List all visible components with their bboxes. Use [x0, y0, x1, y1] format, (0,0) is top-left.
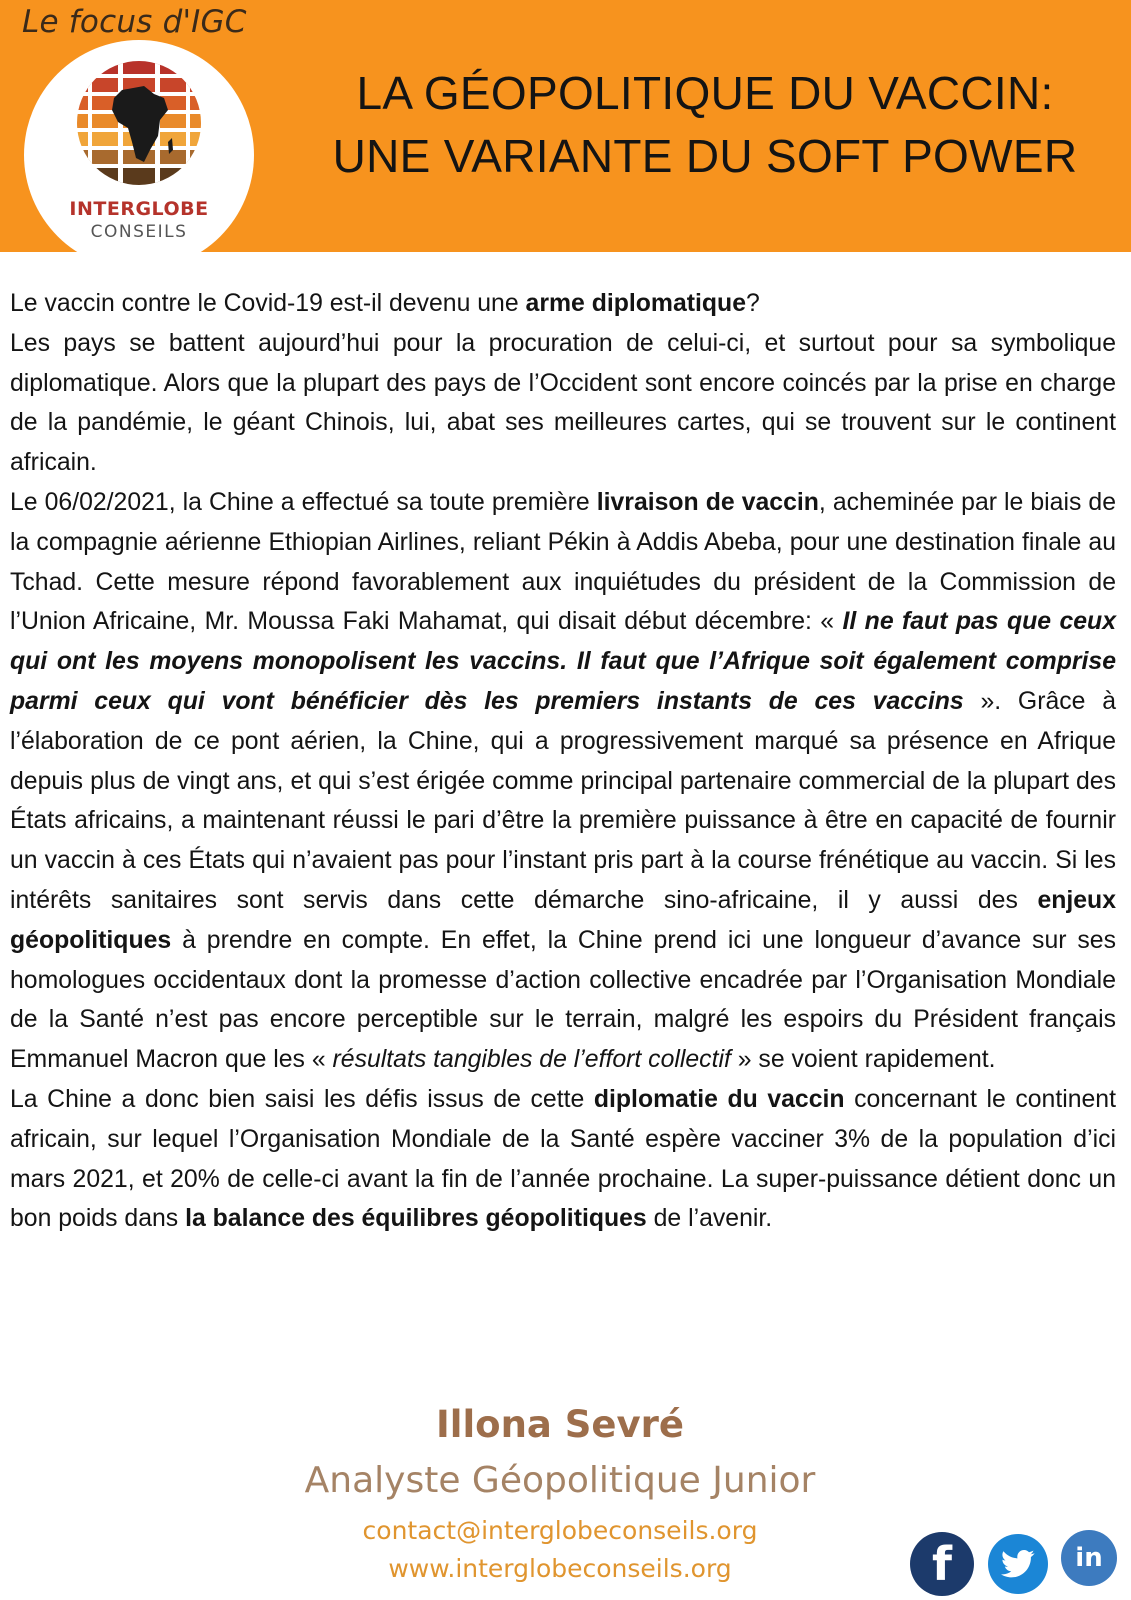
- text-run: ?: [746, 290, 760, 317]
- quote-run: résultats tangibles de l’effort collectif: [332, 1046, 731, 1074]
- text-run: La Chine a donc bien saisi les défis issus de cette: [10, 1085, 594, 1113]
- page-title: [290, 62, 1120, 188]
- logo-brand-name: INTERGLOBE: [69, 198, 209, 220]
- emphasis-run: diplomatie du vaccin: [593, 1085, 845, 1113]
- linkedin-icon[interactable]: [1061, 1530, 1117, 1586]
- title-line-1: LA GÉOPOLITIQUE DU VACCIN:: [356, 67, 1054, 119]
- title-line-2: UNE VARIANTE DU SOFT POWER: [332, 130, 1078, 182]
- twitter-bird-icon: [1001, 1549, 1035, 1579]
- text-run: ». Grâce à l’élaboration de ce pont aérien, la Chine, qui a progressivement marqué sa présence en Afrique depuis plus de vingt ans, et qui s’est érigée comme principal partenaire commercial de la plupart des États africains, a maintenant réussi le pari d’être la première puissance à être en capacité de fournir un vaccin à ces États qui n’avaient pas pour l’instant pris part à la course frénétique au vaccin. Si les intérêts sanitaires sont servis dans cette démarche sino-africaine, il y aussi des: [10, 687, 1116, 914]
- emphasis-run: la balance des équilibres géopolitiques: [185, 1205, 647, 1233]
- twitter-icon[interactable]: [988, 1534, 1048, 1594]
- text-run: , acheminée par le biais de la compagnie aérienne Ethiopian Airlines, reliant Pékin à Addis Abeba, pour une destination finale au Tchad. Cette mesure répond favorablement aux inquiétudes du président de la Commission de l’Union Africaine, Mr. Moussa Faki Mahamat, qui disait début décembre: «: [10, 488, 1116, 636]
- emphasis-run: livraison de vaccin: [596, 488, 819, 516]
- emphasis-run: enjeux géopolitiques: [10, 886, 1116, 954]
- text-run: » se voient rapidement.: [730, 1046, 996, 1074]
- paragraph-3: [10, 483, 1116, 1080]
- header-banner: [0, 0, 1131, 252]
- text-run: Le 06/02/2021, la Chine a effectué sa toute première: [10, 488, 597, 516]
- paragraph-2: Les pays se battent aujourd’hui pour la procuration de celui-ci, et surtout pour sa symbolique diplomatique. Alors que la plupart des pays de l’Occident sont encore coincés par la prise en charge de la pandémie, le géant Chinois, lui, abat ses meilleures cartes, qui se trouvent sur le continent africain.: [10, 329, 1116, 477]
- text-run: à prendre en compte. En effet, la Chine prend ici une longueur d’avance sur ses homologues occidentaux dont la promesse d’action collective encadrée par l’Organisation Mondiale de la Santé n’est pas encore perceptible sur le terrain, malgré les espoirs du Président français Emmanuel Macron que les «: [10, 926, 1116, 1074]
- quote-run: Il ne faut pas que ceux qui ont les moyens monopolisent les vaccins. Il faut que l’Afrique soit également comprise parmi ceux qui vont bénéficier dès les premiers instants de ces vaccins: [10, 608, 1116, 715]
- text-run: Le vaccin contre le Covid-19 est-il devenu une: [10, 290, 526, 317]
- author-role: Analyste Géopolitique Junior: [304, 1460, 816, 1501]
- emphasis-run: arme diplomatique: [525, 290, 746, 317]
- kicker-text: Le focus d'IGC: [22, 4, 247, 40]
- paragraph-4: [10, 1080, 1116, 1239]
- logo-brand-sub: CONSEILS: [90, 222, 188, 242]
- facebook-icon[interactable]: [910, 1532, 974, 1596]
- author-name: Illona Sevré: [436, 1403, 684, 1446]
- interglobe-logo: [24, 40, 254, 270]
- contact-email-link[interactable]: contact@interglobeconseils.org: [362, 1516, 758, 1545]
- linkedin-glyph: in: [1075, 1543, 1103, 1573]
- paragraph-1: [10, 284, 1116, 324]
- facebook-glyph: f: [931, 1537, 952, 1591]
- africa-globe-icon: [74, 58, 204, 188]
- text-run: de l’avenir.: [646, 1205, 773, 1233]
- text-run: concernant le continent africain, sur lequel l’Organisation Mondiale de la Santé espère vacciner 3% de la population d’ici mars 2021, et 20% de celle-ci avant la fin de l’année prochaine. La super-puissance détient donc un bon poids dans: [10, 1085, 1116, 1233]
- website-link[interactable]: www.interglobeconseils.org: [388, 1554, 732, 1583]
- article-body: [10, 284, 1116, 1239]
